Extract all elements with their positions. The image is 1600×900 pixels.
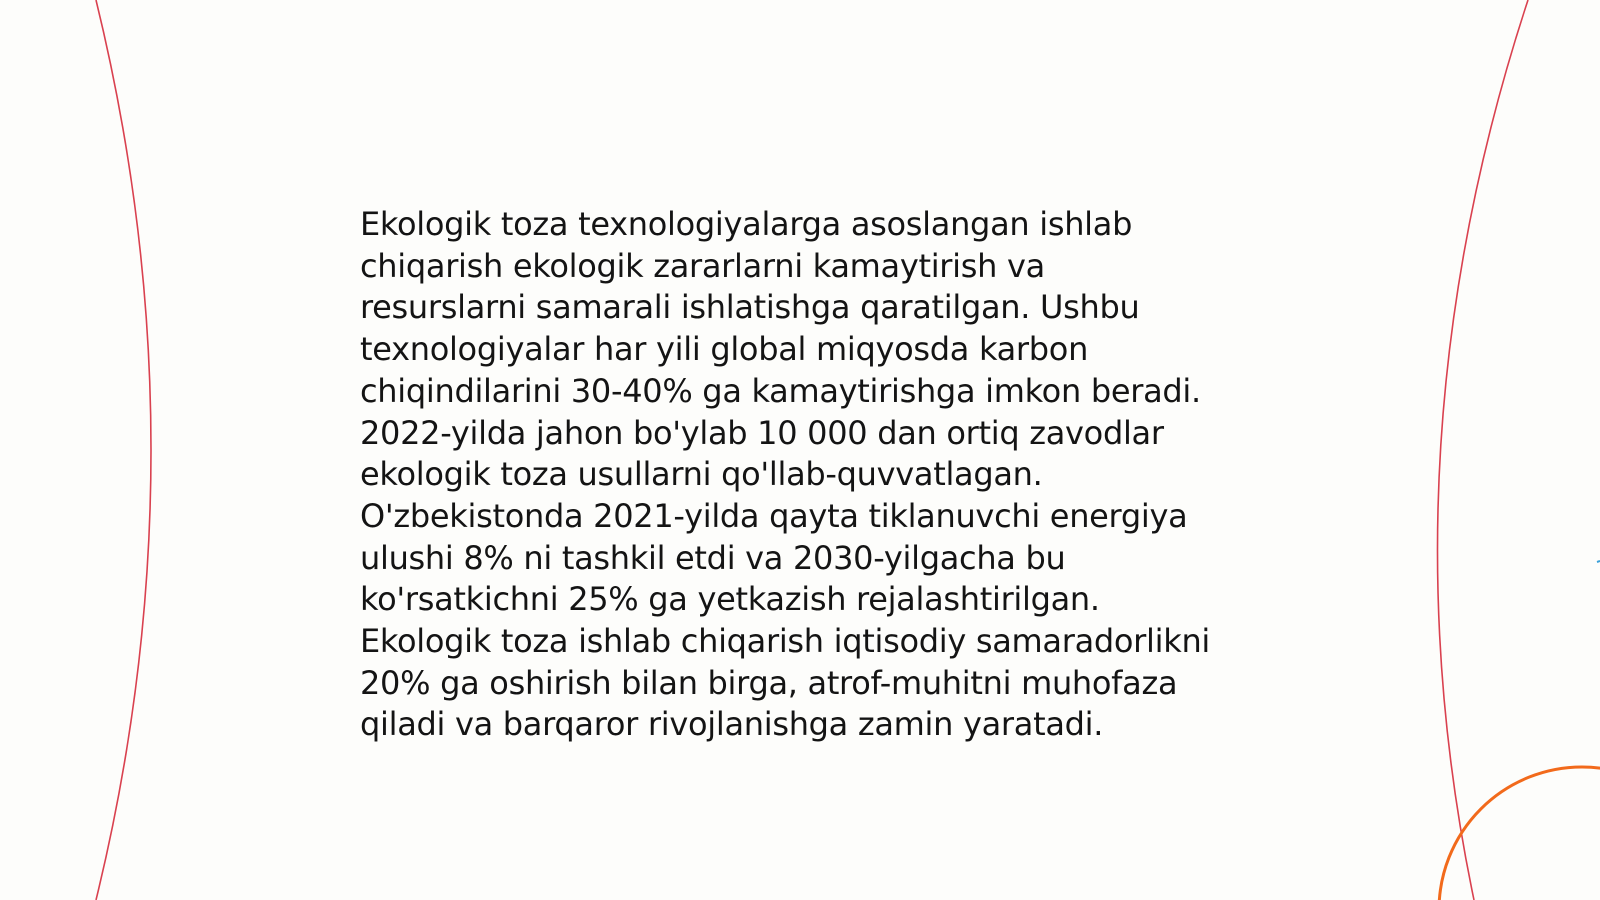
corner-circle (1439, 767, 1600, 900)
left-curve (96, 0, 151, 900)
right-curve (1437, 0, 1528, 900)
slide-body-text: Ekologik toza texnologiyalarga asoslangan ishlab chiqarish ekologik zararlarni kamaytirish va resurslarni samarali ishlatishga qaratilgan. Ushbu texnologiyalar har yili global miqyosda karbon chiqindilarini 30-40% ga kamaytirishga imkon beradi. 2022-yilda jahon bo'ylab 10 000 dan ortiq zavodlar ekologik toza usullarni qo'llab-quvvatlagan. O'zbekistonda 2021-yilda qayta tiklanuvchi energiya ulushi 8% ni tashkil etdi va 2030-yilgacha bu ko'rsatkichni 25% ga yetkazish rejalashtirilgan. Ekologik toza ishlab chiqarish iqtisodiy samaradorlikni 20% ga oshirish bilan birga, atrof-muhitni muhofaza qiladi va barqaror rivojlanishga zamin yaratadi. (360, 205, 1211, 744)
